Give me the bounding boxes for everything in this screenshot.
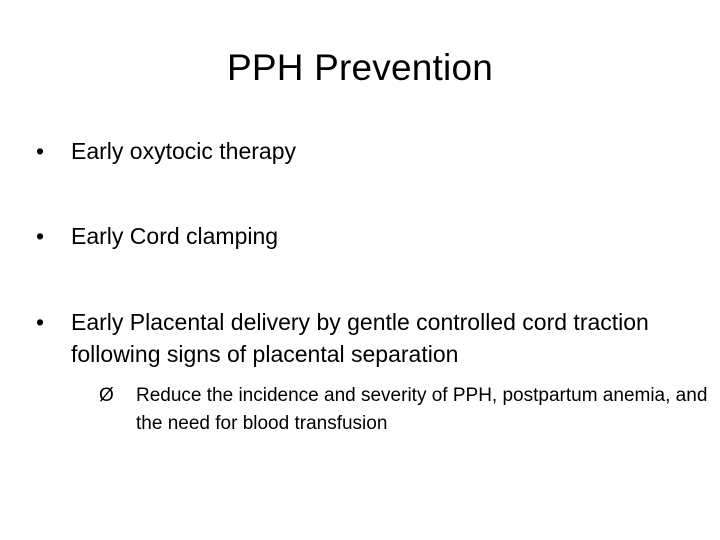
- sub-bullet-text: Reduce the incidence and severity of PPH, postpartum anemia, and the need for blood transfusion: [136, 385, 708, 434]
- sub-bullet-item: [99, 382, 714, 438]
- bullet-text: Early Cord clamping: [71, 223, 279, 249]
- bullet-item-cord-clamping: [36, 220, 696, 252]
- bullet-text: Early Placental delivery by gentle controlled cord traction following signs of placental separation: [71, 309, 649, 367]
- bullet-icon: •: [36, 223, 45, 249]
- bullet-item-oxytocic: [36, 135, 696, 167]
- bullet-icon: •: [36, 138, 45, 164]
- bullet-text: Early oxytocic therapy: [71, 138, 296, 164]
- bullet-icon: •: [36, 309, 45, 335]
- bullet-item-placental-delivery: [36, 306, 696, 370]
- slide-title: PPH Prevention: [226, 47, 494, 88]
- arrow-bullet-icon: Ø: [99, 385, 114, 406]
